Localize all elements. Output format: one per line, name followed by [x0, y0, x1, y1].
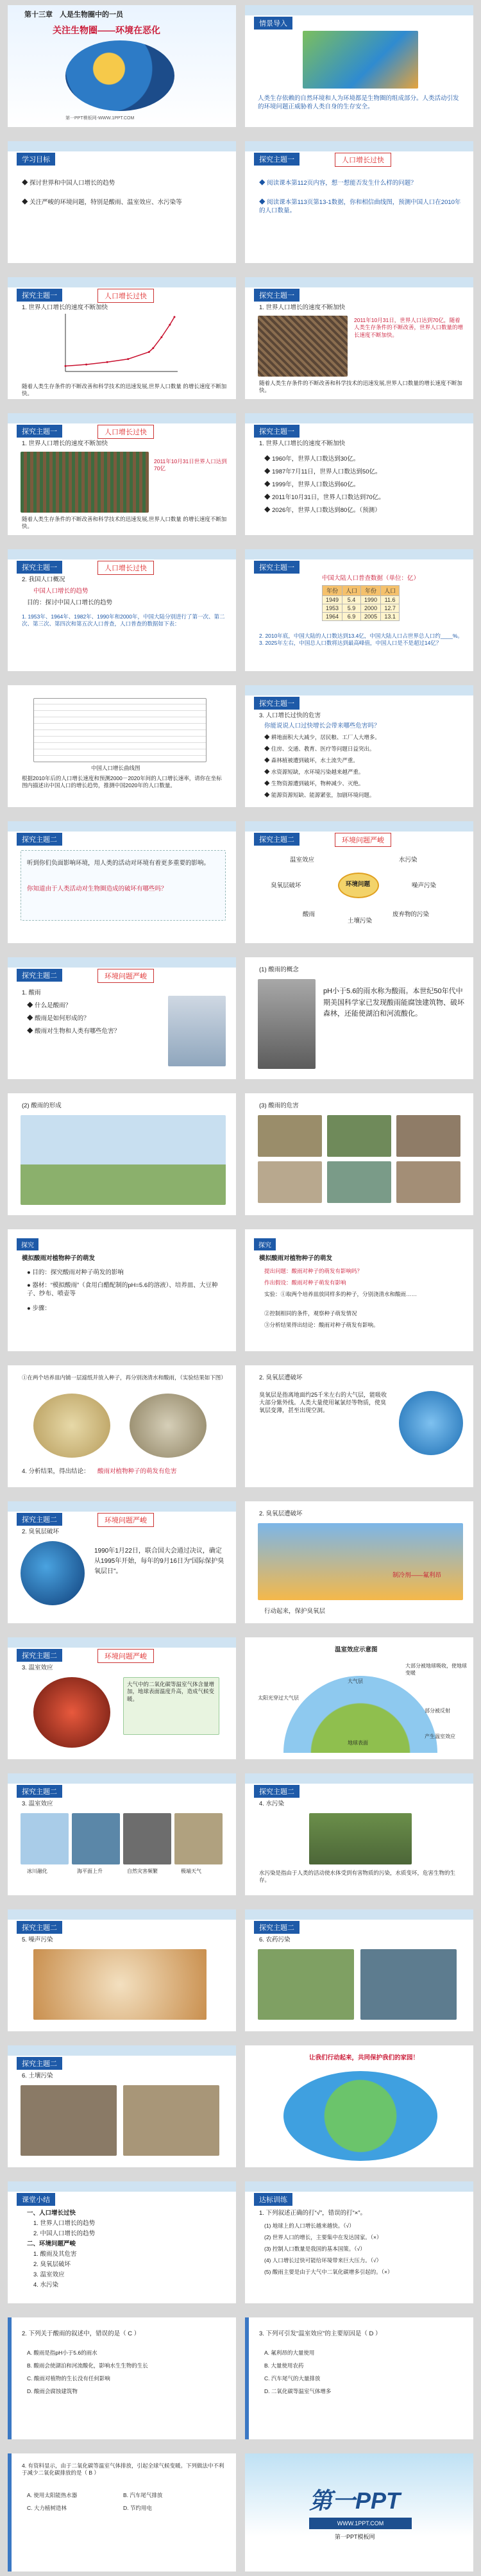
summary-6: 2. 臭氧层破坏 — [33, 2261, 71, 2268]
top-bar — [8, 821, 236, 832]
fact-3: ◆ 1999年，世界人口数达到60亿。 — [264, 481, 360, 488]
label-action: 行动起来，保护臭氧层 — [264, 1608, 326, 1615]
data-point — [152, 347, 154, 349]
caption: 随着人类生存条件的不断改善和科学技术的迅速发展,世界人口数量的增长速度不断加快。 — [259, 380, 462, 394]
dish-acid — [130, 1394, 207, 1458]
node-7: 废弃物的污染 — [392, 911, 430, 918]
pesticide-photo-2 — [360, 1949, 457, 2020]
slide-5[interactable] — [8, 277, 236, 399]
side-bar — [245, 2317, 249, 2439]
harm-4: ◆ 水资源短缺，水环境污染越来越严重。 — [264, 769, 364, 775]
point: (3) 酸雨的危害 — [259, 1102, 299, 1109]
slide-28[interactable] — [245, 1773, 473, 1895]
data-point — [127, 358, 129, 360]
brand-url[interactable]: WWW.1PPT.COM — [309, 2518, 412, 2529]
ozone-image — [258, 1523, 463, 1600]
caption-2: 海平面上升 — [77, 1868, 103, 1874]
water-pollution-photo — [309, 1813, 412, 1864]
exercise-title: 1. 下列叙述正确的打“√”，错误的打“×”。 — [259, 2210, 366, 2217]
slide-24[interactable] — [245, 1501, 473, 1623]
dish-water — [33, 1394, 110, 1458]
label-1: 太阳光穿过大气层 — [258, 1695, 299, 1701]
topic-title: 人口增长过快 — [97, 289, 154, 303]
harm-5: ◆ 生物资源遭到破坏，物种减少、灭绝。 — [264, 780, 364, 787]
label-6: 产生温室效应 — [425, 1734, 455, 1739]
harm-2: ◆ 住房、交通、教育、医疗等问题日益突出。 — [264, 746, 375, 752]
crowd-photo — [21, 452, 149, 513]
earth-illustration — [303, 31, 418, 89]
data-point — [106, 361, 108, 363]
damage-photo-6 — [396, 1161, 460, 1203]
soil-photo-1 — [21, 2085, 117, 2156]
step-1: 提出问题：酸雨对种子的萌发有影响吗？ — [264, 1268, 363, 1274]
greenhouse-text: 大气中的二氧化碳等温室气体含量增加，地球表面温度升高，造成气候变暖。 — [127, 1681, 215, 1702]
slide-20[interactable] — [245, 1229, 473, 1351]
q-2: ◆ 酸雨是如何形成的？ — [27, 1015, 90, 1022]
note: 2011年10月31日，世界人口达到70亿，随着人类生存条件的不断改善，世界人口数量的增长速度不断加快。 — [354, 317, 464, 338]
section-tag: 学习目标 — [17, 153, 55, 166]
slide-10[interactable] — [245, 549, 473, 671]
goal-1: ◆ 探讨世界和中国人口增长的趋势 — [22, 180, 115, 187]
side-bar — [8, 2317, 12, 2439]
slide-11[interactable] — [8, 685, 236, 807]
photo-3 — [123, 1813, 171, 1864]
topic-title: 环境问题严峻 — [97, 1649, 154, 1663]
pesticide-photo-1 — [258, 1949, 354, 2020]
step-3: 实验：①取两个培养皿放同样多的种子，分别浇清水和酸雨…… — [264, 1291, 418, 1297]
point: 3. 人口增长过快的危害 — [259, 712, 321, 719]
option-c: C. 汽车尾气的大量排放 — [264, 2375, 321, 2382]
photo-2 — [72, 1813, 120, 1864]
slide-26[interactable] — [245, 1637, 473, 1759]
top-bar — [245, 549, 473, 559]
slide-35[interactable] — [8, 2317, 236, 2439]
data-point — [85, 364, 87, 366]
damage-photo-5 — [327, 1161, 391, 1203]
slide-21[interactable] — [8, 1365, 236, 1487]
caption-1: 冰川融化 — [27, 1868, 47, 1874]
hot-earth-image — [33, 1677, 110, 1748]
topic-title: 人口增长过快 — [97, 561, 154, 575]
option-b: B. 大量使用农药 — [264, 2362, 304, 2369]
section-tag: 探究主题一 — [254, 425, 300, 438]
section-tag: 探究主题一 — [254, 561, 300, 574]
task-2: ◆ 阅读课本第113页第13-1数据，你和相信曲线图，预测中国人口在2010年的人口数量。 — [259, 199, 461, 214]
point: 3. 温室效应 — [22, 1664, 53, 1671]
top-bar — [245, 685, 473, 695]
data-point — [65, 365, 67, 367]
top-bar — [245, 5, 473, 15]
top-bar — [8, 141, 236, 151]
water-text: 水污染是指由于人类的活动使水体受到有害物质的污染，水质变坏，危害生物的生存。 — [259, 1870, 456, 1884]
label-cfc: 制冷剂——氟利昂 — [392, 1572, 442, 1579]
fact-5: ◆ 2026年，世界人口数达到80亿。（预测） — [264, 507, 381, 514]
section-tag: 探究主题二 — [17, 1649, 62, 1662]
crowd-photo — [258, 316, 348, 377]
slide-33[interactable] — [8, 2181, 236, 2303]
conclusion: 酸雨对植物种子的萌发有危害 — [97, 1468, 177, 1475]
data-point — [174, 316, 176, 318]
section-tag: 探究主题二 — [17, 1513, 62, 1526]
point: 1. 酸雨 — [22, 989, 41, 996]
point: 1. 世界人口增长的速度不断加快 — [259, 304, 346, 311]
exercise-3: (3) 控制人口数量是我国的基本国策。（√） — [264, 2246, 366, 2252]
ozone-text: 臭氧层是指离地面约25千米左右的大气层，能吸收大部分紫外线。人类大量使用氟氯烃等物质，使臭氧层变薄，甚至出现空洞。 — [259, 1392, 387, 1414]
question-title: 2. 下列关于酸雨的叙述中，错误的是（ C ） — [22, 2330, 140, 2337]
q-1: ◆ 什么是酸雨？ — [27, 1002, 72, 1009]
section-tag: 探究主题二 — [254, 1785, 300, 1798]
point: 4. 水污染 — [259, 1800, 285, 1807]
point: 2. 臭氧层破坏 — [22, 1528, 60, 1535]
option-c: C. 大力植树造林 — [27, 2505, 67, 2511]
cover-site: 第一PPT模板网-WWW.1PPT.COM — [65, 116, 135, 121]
node-3: 臭氧层破坏 — [271, 882, 301, 889]
top-bar — [8, 1909, 236, 1920]
sub: 中国人口增长的趋势 — [33, 588, 89, 595]
node-1: 温室效应 — [290, 857, 315, 864]
top-bar — [8, 2045, 236, 2056]
happy-earth-image — [283, 2071, 437, 2161]
data-point — [148, 351, 150, 353]
slide-cover[interactable] — [8, 5, 236, 127]
table-title: 中国大陆人口普查数据（单位：亿） — [322, 575, 420, 582]
top-bar — [8, 2181, 236, 2192]
chapter-title: 第十三章 人是生物圈中的一员 — [24, 11, 123, 19]
harm-6: ◆ 能源资源短缺、能源紧张，加剧环境问题。 — [264, 792, 375, 798]
molecule-image — [399, 1391, 463, 1455]
q-3: ◆ 酸雨对生物和人类有哪些危害？ — [27, 1028, 121, 1035]
label-4: 地球表面 — [348, 1740, 368, 1746]
top-bar — [8, 1501, 236, 1512]
top-bar — [245, 277, 473, 287]
option-a: A. 使用太阳能热水器 — [27, 2492, 78, 2498]
section-tag: 课堂小结 — [17, 2193, 55, 2206]
summary-3: 2. 中国人口增长的趋势 — [33, 2230, 96, 2237]
slide-2[interactable] — [245, 5, 473, 127]
note: 2011年10月31日世界人口达到70亿 — [154, 458, 227, 472]
section-tag: 探究 — [254, 1238, 276, 1250]
point: 6. 农药污染 — [259, 1936, 291, 1943]
diagram-title: 温室效应示意图 — [335, 1646, 378, 1653]
caption-3: 自然灾害频繁 — [127, 1868, 158, 1874]
exercise-2: (2) 世界人口的增长，主要集中在发达国家。（×） — [264, 2234, 382, 2240]
summary-8: 4. 水污染 — [33, 2282, 59, 2289]
slide-34[interactable] — [245, 2181, 473, 2303]
topic-title: 环境问题严峻 — [97, 969, 154, 983]
damage-photo-3 — [396, 1115, 460, 1157]
node-2: 水污染 — [399, 857, 418, 864]
data-point — [160, 336, 162, 338]
label-2: 大气层 — [348, 1678, 363, 1684]
section-tag: 探究主题二 — [254, 833, 300, 846]
slide-30[interactable] — [245, 1909, 473, 2031]
globe-image — [65, 40, 174, 111]
data-point — [169, 324, 171, 326]
top-bar — [8, 413, 236, 423]
section-tag: 探究 — [17, 1238, 38, 1250]
node-6: 土壤污染 — [348, 917, 373, 925]
option-c: C. 酸雨对植物的生长没有任何影响 — [27, 2375, 110, 2382]
intro: 你能说说人口过快增长会带来哪些危害吗？ — [264, 722, 380, 729]
instruction: 根据2010年后的人口增长速度和预测2000－2020年间的人口增长速率，请你在坐标图内描述出中国人口的增长趋势，推测中国2020年的人口数量。 — [22, 775, 222, 789]
slide-37[interactable] — [8, 2453, 236, 2572]
census-text: 1. 1953年、1964年、1982年、1990年和2000年，中国大陆分别进行了第一次、第二次、第三次、第四次和第五次人口普查，人口普查的数据如下表： — [22, 613, 225, 627]
brand-logo: 第一PPT — [309, 2487, 401, 2514]
slide-4[interactable] — [245, 141, 473, 263]
exercise-5: (5) 酸雨主要是由于大气中二氧化碳增多引起的。（×） — [264, 2269, 393, 2275]
slide-36[interactable] — [245, 2317, 473, 2439]
slide-27[interactable] — [8, 1773, 236, 1895]
slide-8[interactable] — [245, 413, 473, 535]
point: 1. 世界人口增长的速度不断加快 — [22, 304, 108, 311]
top-bar — [8, 957, 236, 968]
cover-title: 关注生物圈——环境在恶化 — [53, 25, 160, 35]
section-tag: 探究主题二 — [17, 833, 62, 846]
acid-rain-definition: pH小于5.6的雨水称为酸雨。本世纪50年代中期美国科学家已发现酸雨能腐蚀建筑物、破坏森林，还能使湖泊和河流酸化。 — [323, 987, 464, 1018]
population-line — [65, 317, 174, 366]
task-1: ◆ 阅读课本第112页内容，想一想能否发生什么样的问题？ — [259, 180, 417, 187]
noise-image — [33, 1949, 207, 2020]
step-3: ● 步骤： — [27, 1305, 51, 1312]
section-tag: 探究主题一 — [17, 561, 62, 574]
goal: 目的：探讨中国人口增长的趋势 — [27, 599, 113, 606]
topic-title: 环境问题严峻 — [97, 1513, 154, 1527]
slogan: 让我们行动起来，共同保护我们的家园！ — [309, 2054, 419, 2061]
grid-caption: 中国人口增长曲线图 — [91, 765, 140, 771]
node-4: 噪声污染 — [412, 882, 437, 889]
slide-15[interactable] — [8, 957, 236, 1079]
ozone-day-text: 1990年1月22日，联合国大会通过决议，确定从1995年开始，每年的9月16日为“国际保护臭氧层日”。 — [94, 1548, 224, 1575]
slide-6[interactable] — [245, 277, 473, 399]
summary-2: 1. 世界人口增长的趋势 — [33, 2220, 96, 2227]
damage-photo-4 — [258, 1161, 322, 1203]
top-bar — [245, 413, 473, 423]
slide-31[interactable] — [8, 2045, 236, 2167]
world-population-chart — [53, 311, 181, 381]
smokestack-image — [258, 979, 316, 1069]
point: 1. 世界人口增长的速度不断加快 — [259, 440, 346, 447]
option-d: D. 节约用电 — [123, 2505, 152, 2511]
top-bar — [8, 1637, 236, 1648]
fact-2: ◆ 1987年7月11日，世界人口数达到50亿。 — [264, 468, 382, 475]
section-tag: 探究主题一 — [254, 153, 300, 166]
method-text: ①在两个培养皿内铺一层滤纸并放入种子，再分别浇清水和酸雨，（实验结果如下图） — [22, 1374, 226, 1381]
caption-4: 极端天气 — [181, 1868, 201, 1874]
goal-2: ◆ 关注严峻的环境问题，特别是酸雨、温室效应、水污染等 — [22, 199, 182, 206]
section-tag: 探究主题二 — [254, 1921, 300, 1934]
fact-1: ◆ 1960年，世界人口数达到30亿。 — [264, 456, 360, 463]
point: 2. 我国人口概况 — [22, 576, 65, 583]
caption: 随着人类生存条件的不断改善和科学技术的迅速发展,世界人口数量 的增长速度不断加快。 — [22, 383, 227, 397]
section-tag: 探究主题一 — [17, 289, 62, 302]
slide-9[interactable] — [8, 549, 236, 671]
topic-title: 人口增长过快 — [335, 153, 391, 167]
summary-7: 3. 温室效应 — [33, 2271, 65, 2278]
step-5: ③分析结果得出结论：酸雨对种子萌发有影响。 — [264, 1322, 379, 1328]
slide-18[interactable] — [245, 1093, 473, 1215]
question-title: 4. 有资料显示，由于二氧化碳等温室气体排放，引起全球气候变暖。下列做法中不利于减少二氧化碳排放的是（ B ） — [22, 2462, 224, 2477]
option-a: A. 酸雨是指pH小于5.6的雨水 — [27, 2350, 97, 2356]
question: 你知道由于人类活动对生物圈造成的破坏有哪些吗？ — [27, 885, 167, 892]
slide-7[interactable] — [8, 413, 236, 535]
damage-photo-1 — [258, 1115, 322, 1157]
brand-subtitle: 第一PPT模板网 — [335, 2534, 375, 2540]
top-bar — [8, 549, 236, 559]
topic-title: 人口增长过快 — [97, 425, 154, 439]
step-1: ● 目的：探究酸雨对种子萌发的影响 — [27, 1269, 124, 1276]
slide-23[interactable] — [8, 1501, 236, 1623]
top-bar — [245, 1909, 473, 1920]
topic-title: 环境问题严峻 — [335, 833, 391, 847]
question-text: 2. 2010年底，中国大陆的人口数达到13.4亿，中国大陆人口占世界总人口约____%。3. 2025年左右，中国总人口数将达到最高峰值，中国人口是不是超过14亿？ — [259, 633, 463, 647]
fact-4: ◆ 2011年10月31日，世界人口数达到70亿。 — [264, 494, 385, 501]
point: 1. 世界人口增长的速度不断加快 — [22, 440, 108, 447]
section-tag: 探究主题二 — [17, 1785, 62, 1798]
section-tag: 情景导入 — [254, 17, 292, 30]
slide-14[interactable] — [245, 821, 473, 943]
point: 2. 臭氧层遭破坏 — [259, 1374, 303, 1381]
step-2: 作出假设：酸雨对种子萌发有影响 — [264, 1279, 346, 1286]
slide-16[interactable] — [245, 957, 473, 1079]
section-tag: 探究主题二 — [17, 2057, 62, 2070]
section-tag: 达标训练 — [254, 2193, 292, 2206]
option-b: B. 汽车尾气排放 — [123, 2492, 163, 2498]
harm-1: ◆ 耕地面积大大减少，居民粮、工厂人大增多。 — [264, 734, 380, 740]
earth-image — [21, 1541, 85, 1605]
section-tag: 探究主题二 — [17, 969, 62, 982]
slide-25[interactable] — [8, 1637, 236, 1759]
note-text: 听到你们负面影响环境，用人类的活动对环境有着更多重要的影响。 — [27, 860, 210, 867]
soil-photo-2 — [123, 2085, 219, 2156]
formation-diagram — [21, 1115, 226, 1205]
blank-grid — [33, 698, 207, 762]
exercise-1: (1) 地球上的人口增长越来越快。（√） — [264, 2222, 355, 2229]
slide-13[interactable] — [8, 821, 236, 943]
top-bar — [245, 1773, 473, 1784]
option-d: D. 二氧化碳等温室气体增多 — [264, 2388, 332, 2394]
result-label: 4. 分析结果，得出结论： — [22, 1468, 90, 1475]
damage-photo-2 — [327, 1115, 391, 1157]
slide-32[interactable] — [245, 2045, 473, 2167]
side-bar — [8, 2453, 12, 2572]
point: 3. 温室效应 — [22, 1800, 53, 1807]
option-d: D. 酸雨会腐蚀建筑物 — [27, 2388, 78, 2394]
summary-5: 1. 酸雨及其危害 — [33, 2251, 77, 2258]
question-title: 3. 下列可引发“温室效应”的主要原因是（ D ） — [259, 2330, 382, 2337]
caption: 随着人类生存条件的不断改善和科学技术的迅速发展,世界人口数量 的增长速度不断加快。 — [22, 516, 227, 530]
slide-12[interactable] — [245, 685, 473, 807]
point: (1) 酸雨的概念 — [259, 966, 299, 973]
point: 2. 臭氧层遭破坏 — [259, 1510, 303, 1517]
top-bar — [8, 1773, 236, 1784]
slide-29[interactable] — [8, 1909, 236, 2031]
point: (2) 酸雨的形成 — [22, 1102, 62, 1109]
slide-19[interactable] — [8, 1229, 236, 1351]
photo-4 — [174, 1813, 223, 1864]
slide-22[interactable] — [245, 1365, 473, 1487]
label-3: 大部分被地球吸收，使地球变暖 — [405, 1663, 467, 1676]
summary-1: 一、人口增长过快 — [27, 2210, 76, 2217]
top-bar — [245, 2181, 473, 2192]
section-tag: 探究主题一 — [254, 289, 300, 302]
census-table: 年份 人口 年份 人口 1949 5.4 1990 11.6 1953 5.9 2000 12.7 1964 6.9 2005 13.1 — [322, 585, 400, 621]
section-tag: 探究主题二 — [17, 1921, 62, 1934]
option-b: B. 酸雨会使湖泊和河流酸化，影响水生生物的生长 — [27, 2362, 148, 2369]
harm-3: ◆ 森林植被遭到破坏，水土流失严重。 — [264, 757, 359, 763]
summary-4: 二、环境问题严峻 — [27, 2240, 76, 2248]
slide-38[interactable] — [245, 2453, 473, 2572]
slide-3[interactable] — [8, 141, 236, 263]
step-2: ● 器材：“模拟酸雨”（食用白醋配制的pH=5.6的溶液）、培养皿、大豆种子、纱布、喷壶等 — [27, 1282, 218, 1297]
point: 5. 噪声污染 — [22, 1936, 53, 1943]
hub-label: 环境问题 — [346, 881, 371, 888]
experiment-title: 模拟酸雨对植物种子的萌发 — [22, 1255, 96, 1262]
section-tag: 探究主题一 — [17, 425, 62, 438]
rain-image — [168, 996, 226, 1066]
node-5: 酸雨 — [303, 911, 316, 918]
step-4: ②控制相同的条件，观察种子萌发情况 — [264, 1310, 357, 1317]
intro-text: 人类生存依赖的自然环境和人为环境都是生物圈的组成部分。人类活动引发的环境问题正威胁着人类自身的生存安全。 — [258, 95, 459, 110]
point: 6. 土壤污染 — [22, 2072, 53, 2079]
top-bar — [245, 821, 473, 832]
photo-1 — [21, 1813, 69, 1864]
exercise-4: (4) 人口增长过快可能给环境带来巨大压力。（√） — [264, 2257, 382, 2264]
label-5: 部分被反射 — [425, 1708, 450, 1714]
section-tag: 探究主题一 — [254, 697, 300, 710]
option-a: A. 氟利昂的大量使用 — [264, 2350, 315, 2356]
top-bar — [8, 277, 236, 287]
experiment-title: 模拟酸雨对植物种子的萌发 — [259, 1255, 333, 1262]
top-bar — [245, 141, 473, 151]
slide-17[interactable] — [8, 1093, 236, 1215]
